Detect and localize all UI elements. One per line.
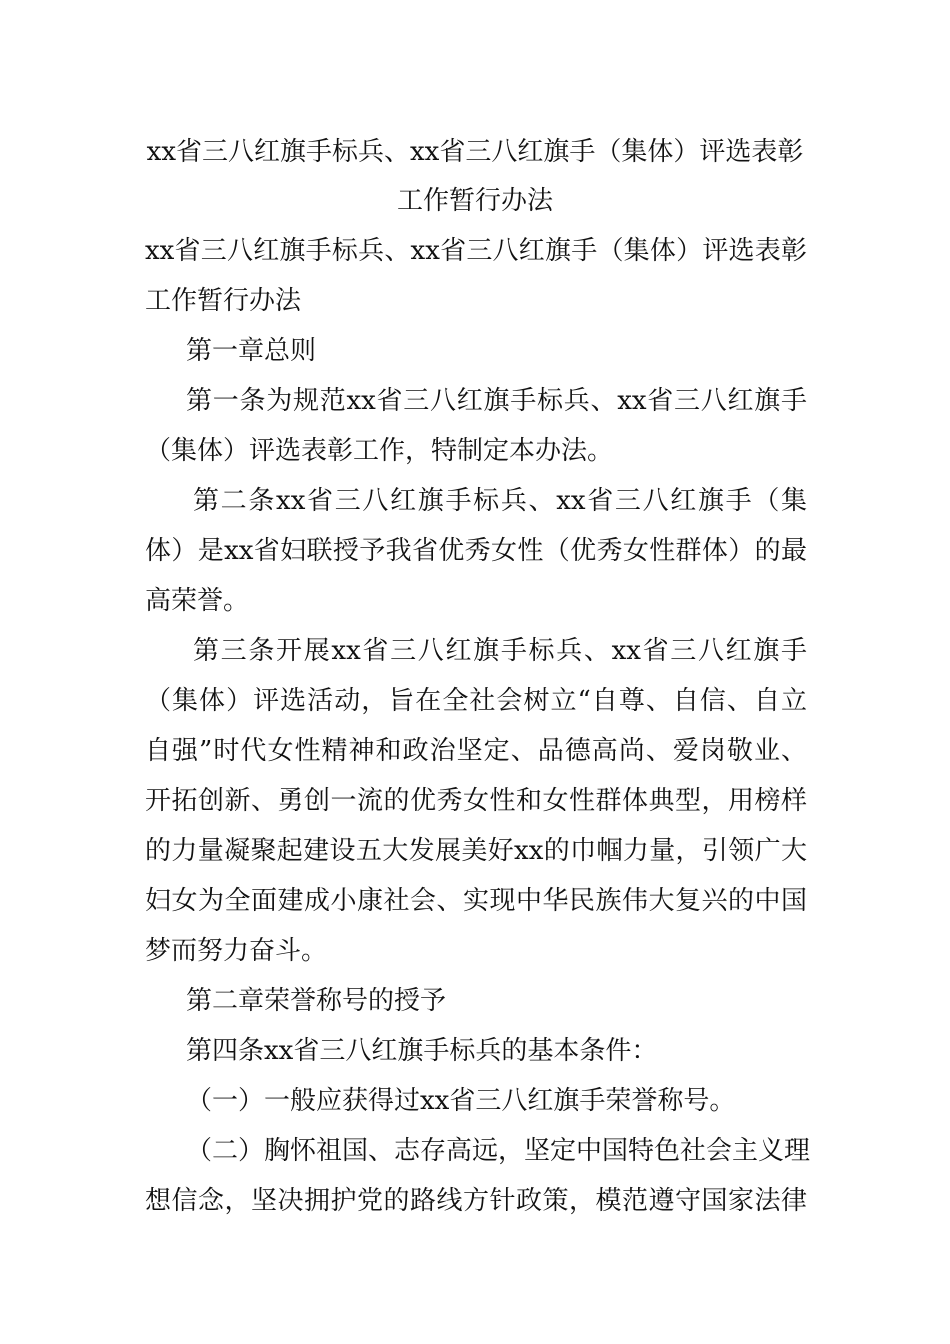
article-1-line-2: （集体）评选表彰工作，特制定本办法。 [145,436,614,466]
document-title-line-2: 工作暂行办法 [396,186,553,216]
article-3-line-7: 梦而努力奋斗。 [145,936,328,966]
article-3-line-4: 开拓创新、勇创一流的优秀女性和女性群体典型，用榜样 [145,786,807,816]
document-heading-line-2: 工作暂行办法 [145,286,302,316]
article-3-line-2: （集体）评选活动，旨在全社会树立“自尊、自信、自立 [145,686,807,716]
chapter-1-heading: 第一章总则 [186,336,317,366]
article-4-line-1: 第四条xx省三八红旗手标兵的基本条件： [186,1036,658,1066]
chapter-2-heading: 第二章荣誉称号的授予 [186,986,447,1016]
article-2-line-1: 第二条xx省三八红旗手标兵、xx省三八红旗手（集 [193,486,807,516]
document-title-line-1: xx省三八红旗手标兵、xx省三八红旗手（集体）评选表彰 [146,137,804,167]
article-2-line-3: 高荣誉。 [145,586,250,616]
article-3-line-1: 第三条开展xx省三八红旗手标兵、xx省三八红旗手 [193,636,807,666]
article-3-line-3: 自强”时代女性精神和政治坚定、品德高尚、爱岗敬业、 [145,736,807,766]
article-4-item-1: （一）一般应获得过xx省三八红旗手荣誉称号。 [186,1086,736,1116]
document-heading-line-1: xx省三八红旗手标兵、xx省三八红旗手（集体）评选表彰 [145,236,807,266]
article-4-item-2-line-2: 想信念，坚决拥护党的路线方针政策，模范遵守国家法律 [145,1186,807,1216]
article-2-line-2: 体）是xx省妇联授予我省优秀女性（优秀女性群体）的最 [145,536,807,566]
article-3-line-6: 妇女为全面建成小康社会、实现中华民族伟大复兴的中国 [145,886,807,916]
article-3-line-5: 的力量凝聚起建设五大发展美好xx的巾帼力量，引领广大 [145,836,807,866]
article-1-line-1: 第一条为规范xx省三八红旗手标兵、xx省三八红旗手 [186,386,807,416]
article-4-item-2-line-1: （二）胸怀祖国、志存高远，坚定中国特色社会主义理 [186,1136,811,1166]
